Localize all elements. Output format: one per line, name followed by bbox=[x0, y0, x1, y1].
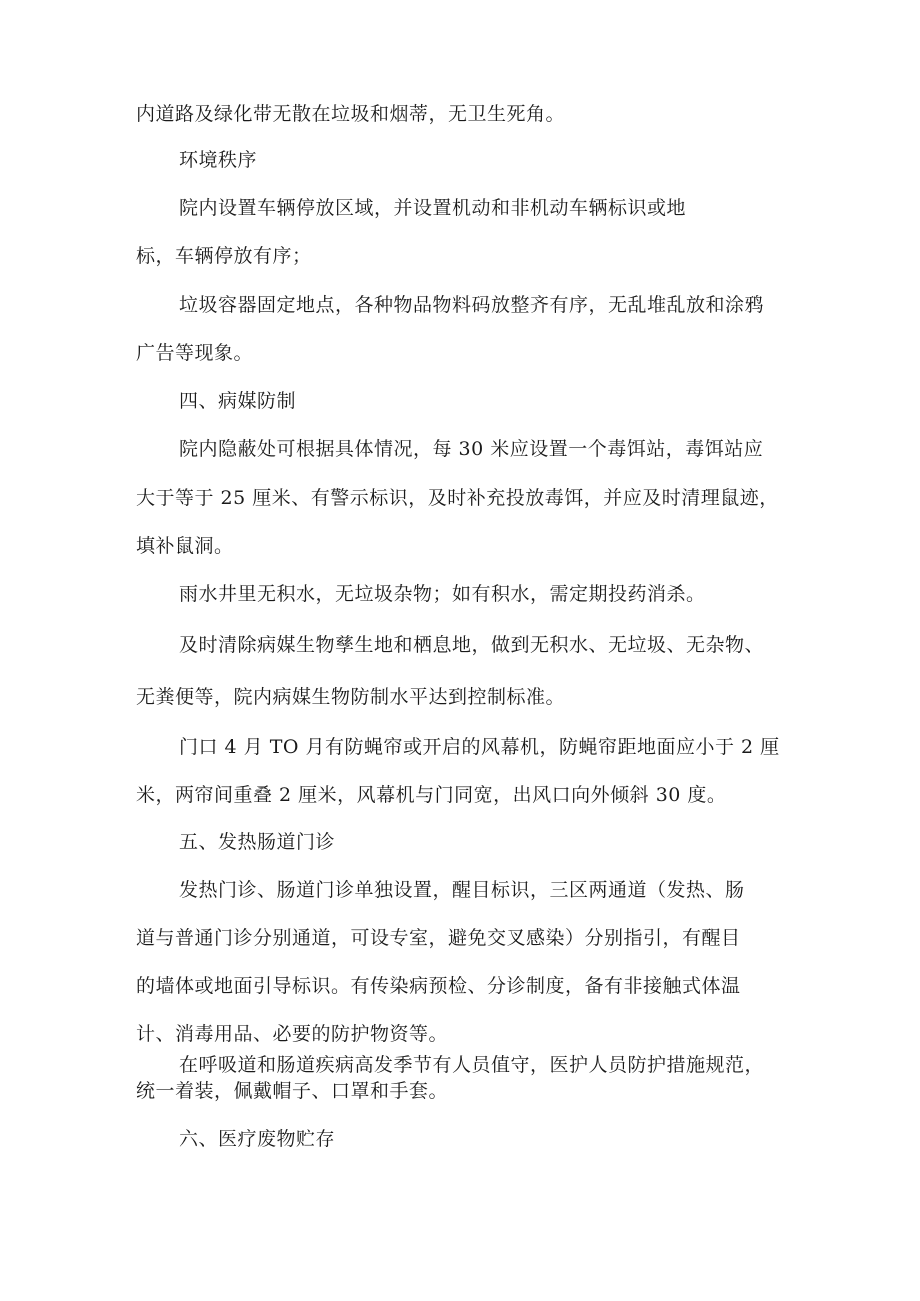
paragraph-line: 无粪便等，院内病媒生物防制水平达到控制标准。 bbox=[136, 686, 566, 708]
paragraph-line: 标，车辆停放有序； bbox=[136, 245, 312, 267]
paragraph-line: 院内设置车辆停放区域，并设置机动和非机动车辆标识或地 bbox=[179, 197, 687, 219]
paragraph-line: 垃圾容器固定地点，各种物品物料码放整齐有序，无乱堆乱放和涂鸦 bbox=[179, 294, 765, 316]
paragraph-line: 内道路及绿化带无散在垃圾和烟蒂，无卫生死角。 bbox=[136, 103, 566, 125]
paragraph-line: 填补鼠洞。 bbox=[136, 535, 234, 557]
paragraph-line: 米，两帘间重叠 2 厘米，风幕机与门同宽，出风口向外倾斜 30 度。 bbox=[136, 784, 727, 806]
paragraph-line: 广告等现象。 bbox=[136, 342, 254, 364]
section-heading: 六、医疗废物贮存 bbox=[179, 1128, 336, 1150]
section-heading: 环境秩序 bbox=[179, 149, 258, 171]
paragraph-line: 发热门诊、肠道门诊单独设置，醒目标识，三区两通道（发热、肠 bbox=[179, 879, 745, 901]
section-heading: 五、发热肠道门诊 bbox=[179, 831, 336, 853]
paragraph-line: 及时清除病媒生物孳生地和栖息地，做到无积水、无垃圾、无杂物、 bbox=[179, 634, 765, 656]
paragraph-line: 在呼吸道和肠道疾病高发季节有人员值守，医护人员防护措施规范， bbox=[179, 1054, 765, 1076]
paragraph-line: 道与普通门诊分别通道，可设专室，避免交叉感染）分别指引，有醒目 bbox=[136, 927, 741, 949]
section-heading: 四、病媒防制 bbox=[179, 390, 297, 412]
paragraph-line: 的墙体或地面引导标识。有传染病预检、分诊制度，备有非接触式体温 bbox=[136, 975, 741, 997]
paragraph-line: 计、消毒用品、必要的防护物资等。 bbox=[136, 1023, 449, 1045]
paragraph-line: 门口 4 月 TO 月有防蝇帘或开启的风幕机，防蝇帘距地面应小于 2 厘 bbox=[179, 736, 780, 758]
paragraph-line: 院内隐蔽处可根据具体情况，每 30 米应设置一个毒饵站，毒饵站应 bbox=[179, 438, 764, 460]
paragraph-line: 大于等于 25 厘米、有警示标识，及时补充投放毒饵，并应及时清理鼠迹， bbox=[136, 487, 779, 509]
paragraph-line: 统一着装，佩戴帽子、口罩和手套。 bbox=[136, 1080, 449, 1102]
paragraph-line: 雨水井里无积水，无垃圾杂物；如有积水，需定期投药消杀。 bbox=[179, 583, 706, 605]
